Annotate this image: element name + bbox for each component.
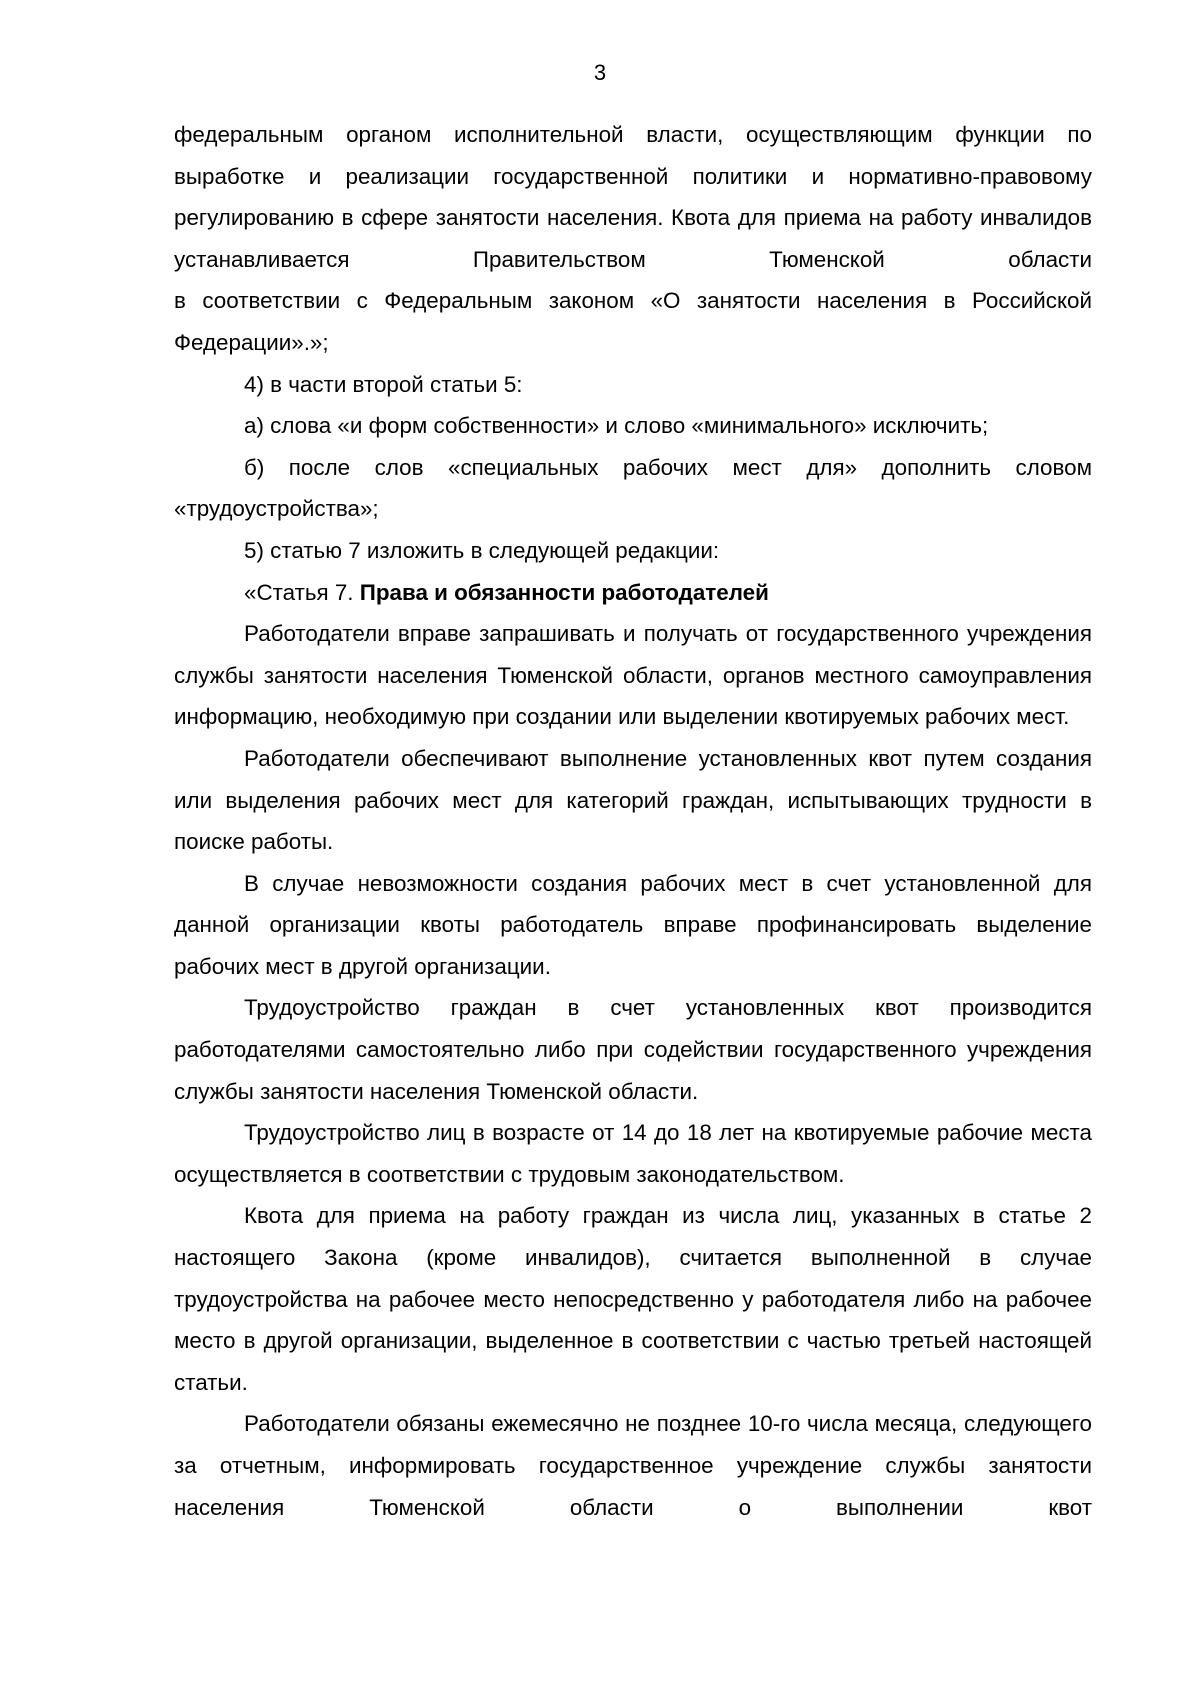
paragraph-article-3: В случае невозможности создания рабочих мест в счет установленной для данной организации квоты работодатель вправе профинансировать выделение рабочих мест в другой организации.	[174, 870, 1092, 979]
article-heading	[174, 572, 1092, 614]
paragraph-article-6: Квота для приема на работу граждан из числа лиц, указанных в статье 2 настоящего Закона (кроме инвалидов), считается выполненной в случае трудоустройства на рабочее место непосредственно у работодателя либо на рабочее место в другой организации, выделенное в соответствии с частью третьей настоящей статьи.	[174, 1203, 1092, 1395]
article-heading-prefix: «Статья 7.	[244, 579, 360, 605]
paragraph-item-4: 4) в части второй статьи 5:	[244, 371, 523, 397]
article-heading-title: Права и обязанности работодателей	[359, 579, 769, 605]
paragraph-item-5: 5) статью 7 изложить в следующей редакции:	[244, 537, 720, 563]
paragraph-article-4: Трудоустройство граждан в счет установленных квот производится работодателями самостоятельно либо при содействии государственного учреждения службы занятости населения Тюменской области.	[174, 995, 1092, 1104]
page-number: 3	[593, 60, 607, 85]
paragraph-item-4b: б) после слов «специальных рабочих мест для» дополнить словом «трудоустройства»;	[174, 454, 1092, 522]
paragraph-article-1: Работодатели вправе запрашивать и получать от государственного учреждения службы занятости населения Тюменской области, органов местного самоуправления информацию, необходимую при создании или выделении квотируемых рабочих мест.	[174, 621, 1092, 730]
paragraph-article-5: Трудоустройство лиц в возрасте от 14 до 18 лет на квотируемые рабочие места осуществляется в соответствии с трудовым законодательством.	[174, 1120, 1092, 1187]
document-body	[174, 114, 1092, 1528]
paragraph-article-2: Работодатели обеспечивают выполнение установленных квот путем создания или выделения рабочих мест для категорий граждан, испытывающих трудности в поиске работы.	[174, 745, 1092, 855]
paragraph-article-7: Работодатели обязаны ежемесячно не позднее 10-го числа месяца, следующего за отчетным, информировать государственное учреждение службы занятости населения Тюменской области о выполнении квот	[174, 1411, 1092, 1520]
paragraph-continuation: федеральным органом исполнительной власти, осуществляющим функции по выработке и реализации государственной политики и нормативно-правовому регулированию в сфере занятости населения. Квота для приема на работу инвалидов устанавливается Правительством Тюменской области	[174, 122, 1092, 272]
paragraph-continuation-end: в соответствии с Федеральным законом «О занятости населения в Российской Федерации».»;	[174, 288, 1092, 355]
paragraph-item-4a: а) слова «и форм собственности» и слово «минимального» исключить;	[244, 413, 989, 439]
